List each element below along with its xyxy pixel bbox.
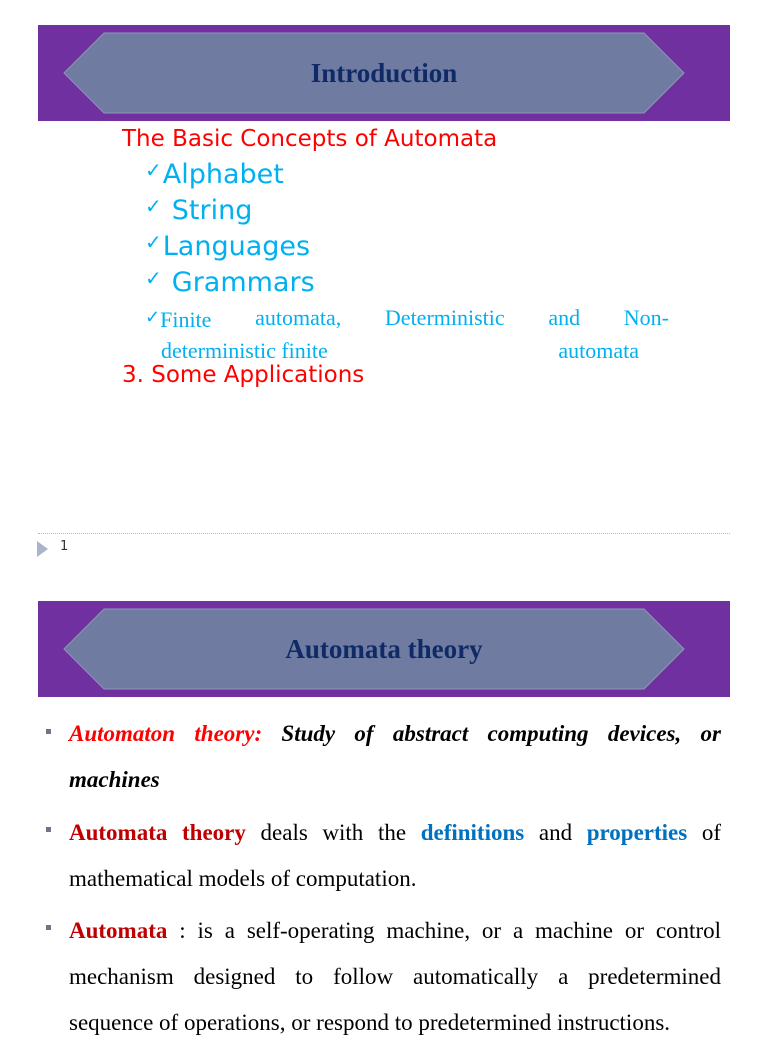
page-arrow-icon [37, 541, 48, 557]
check-icon: ✓ [145, 158, 162, 182]
automata-term: Automata [69, 918, 168, 943]
finite-word: Deterministic [384, 305, 505, 330]
slide2-title-banner [38, 601, 730, 697]
finite-word: Non- [623, 305, 669, 330]
finite-word: Finite [160, 307, 212, 332]
list-item-grammars [145, 266, 315, 298]
check-icon: ✓ [145, 194, 162, 218]
slide1-title: Introduction [310, 57, 458, 88]
item-label: Grammars [171, 267, 315, 298]
paragraph-automaton-theory [69, 711, 721, 803]
some-applications-heading: 3. Some Applications [122, 362, 365, 388]
item-label: String [171, 195, 253, 226]
automata-definition-text: : is a self-operating machine, or a machine or control mechanism designed to follow automatically a predetermined sequence of operations, or respond to predetermined instructions. [69, 918, 721, 1035]
finite-word: and [548, 305, 581, 330]
list-item-string [145, 194, 252, 226]
finite-line2-left: deterministic finite [161, 338, 328, 363]
item-label: Alphabet [162, 159, 284, 190]
list-item-alphabet [145, 158, 284, 190]
check-icon: ✓ [145, 307, 161, 327]
automata-theory-term: Automata theory [69, 820, 246, 845]
slide2-title: Automata theory [285, 633, 483, 664]
paragraph-automata-theory [69, 810, 721, 902]
text-fragment: deals with the [260, 820, 407, 845]
check-icon: ✓ [145, 266, 162, 290]
paragraph-automata-definition [69, 908, 721, 1046]
finite-line2-right: automata [558, 338, 639, 363]
slide-divider [38, 533, 730, 534]
bullet-icon [46, 729, 51, 734]
finite-word: automata, [255, 305, 342, 330]
item-label: Languages [162, 231, 311, 262]
automaton-theory-label: Automaton theory: [69, 721, 263, 746]
slide1-title-banner [38, 25, 730, 121]
bullet-icon [46, 827, 51, 832]
check-icon: ✓ [145, 230, 162, 254]
bullet-icon [46, 925, 51, 930]
basic-concepts-heading: The Basic Concepts of Automata [122, 126, 498, 152]
page-number: 1 [60, 539, 69, 554]
text-fragment: and [538, 820, 573, 845]
properties-term: properties [586, 820, 688, 845]
list-item-finite-automata [145, 302, 669, 366]
automaton-theory-text: Study of abstract computing devices, or machines [69, 721, 721, 792]
list-item-languages [145, 230, 310, 262]
text-fragment: of mathematical models of computation. [69, 820, 722, 891]
definitions-term: definitions [420, 820, 525, 845]
